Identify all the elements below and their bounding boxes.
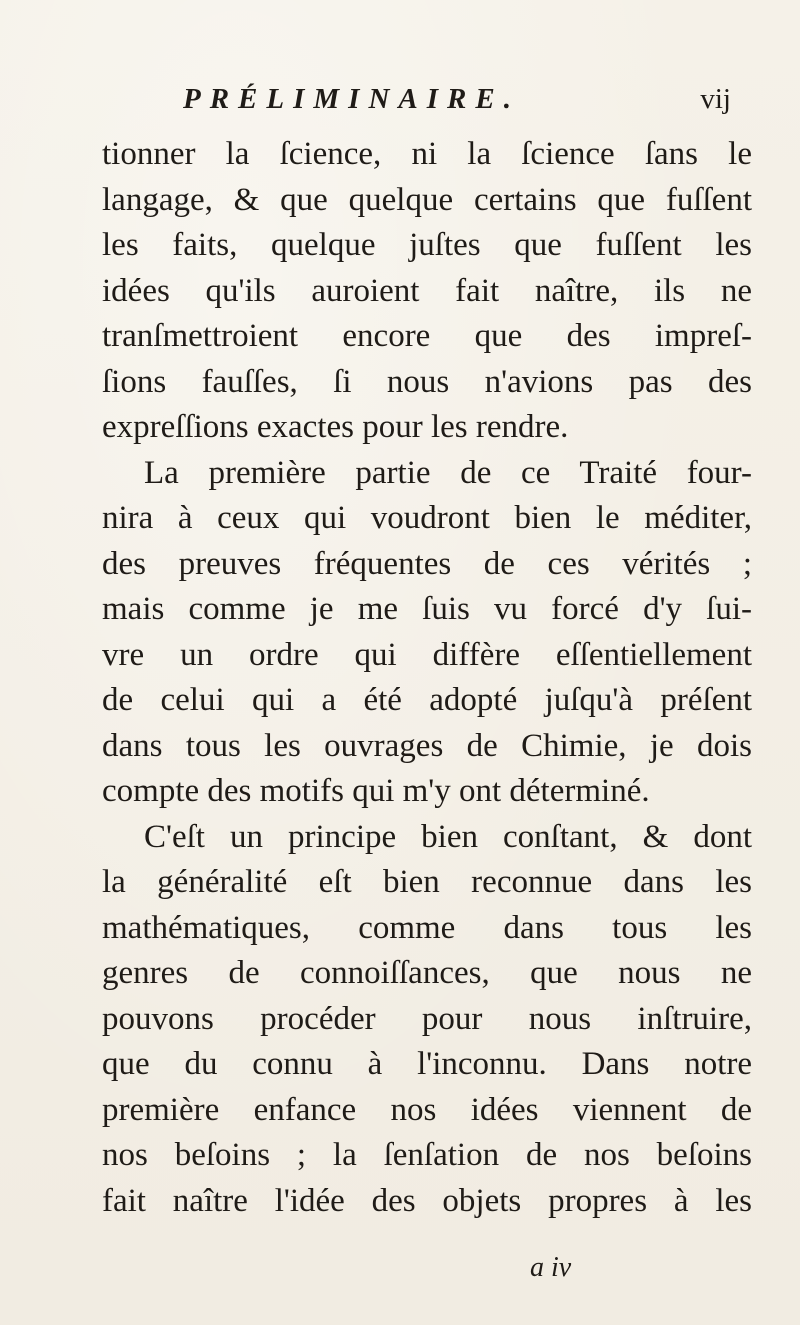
running-title: PRÉLIMINAIRE. [183, 83, 520, 115]
text-line: C'eſt un principe bien conſtant, & dont [144, 818, 752, 855]
text-line: la généralité eſt bien reconnue dans les [102, 864, 752, 900]
text-line: La première partie de ce Traité four- [144, 454, 752, 491]
page-number: vij [700, 83, 731, 115]
text-line: première enfance nos idées viennent de [102, 1091, 752, 1128]
text-line: que du connu à l'inconnu. Dans notre [102, 1046, 752, 1082]
text-line: mais comme je me ſuis vu forcé d'y ſui- [102, 591, 752, 627]
text-line: fait naître l'idée des objets propres à les [102, 1182, 752, 1219]
text-line: genres de connoiſſances, que nous ne [102, 955, 752, 991]
page-header [183, 74, 743, 124]
text-line: les faits, quelque juſtes que fuſſent les [102, 227, 752, 263]
text-line: tranſmettroient encore que des impreſ- [102, 318, 752, 354]
text-line: pouvons procéder pour nous inſtruire, [102, 1000, 752, 1037]
text-line: dans tous les ouvrages de Chimie, je dois [102, 727, 752, 764]
text-line: compte des motifs qui m'y ont déterminé. [102, 773, 650, 809]
text-line: de celui qui a été adopté juſqu'à préſent [102, 682, 752, 718]
text-line: expreſſions exactes pour les rendre. [102, 409, 569, 445]
text-line: des preuves fréquentes de ces vérités ; [102, 545, 752, 582]
text-line: tionner la ſcience, ni la ſcience ſans le [102, 136, 752, 172]
text-line: vre un ordre qui diffère eſſentiellement [102, 636, 752, 673]
text-line: idées qu'ils auroient fait naître, ils ne [102, 272, 752, 309]
text-line: nos beſoins ; la ſenſation de nos beſoins [102, 1137, 752, 1173]
body-text [102, 132, 752, 1224]
text-line: nira à ceux qui voudront bien le méditer, [102, 500, 752, 536]
text-line: langage, & que quelque certains que fuſſent [102, 181, 752, 218]
text-line: mathématiques, comme dans tous les [102, 909, 752, 946]
text-line: ſions fauſſes, ſi nous n'avions pas des [102, 363, 752, 400]
signature-mark: a iv [530, 1252, 572, 1283]
